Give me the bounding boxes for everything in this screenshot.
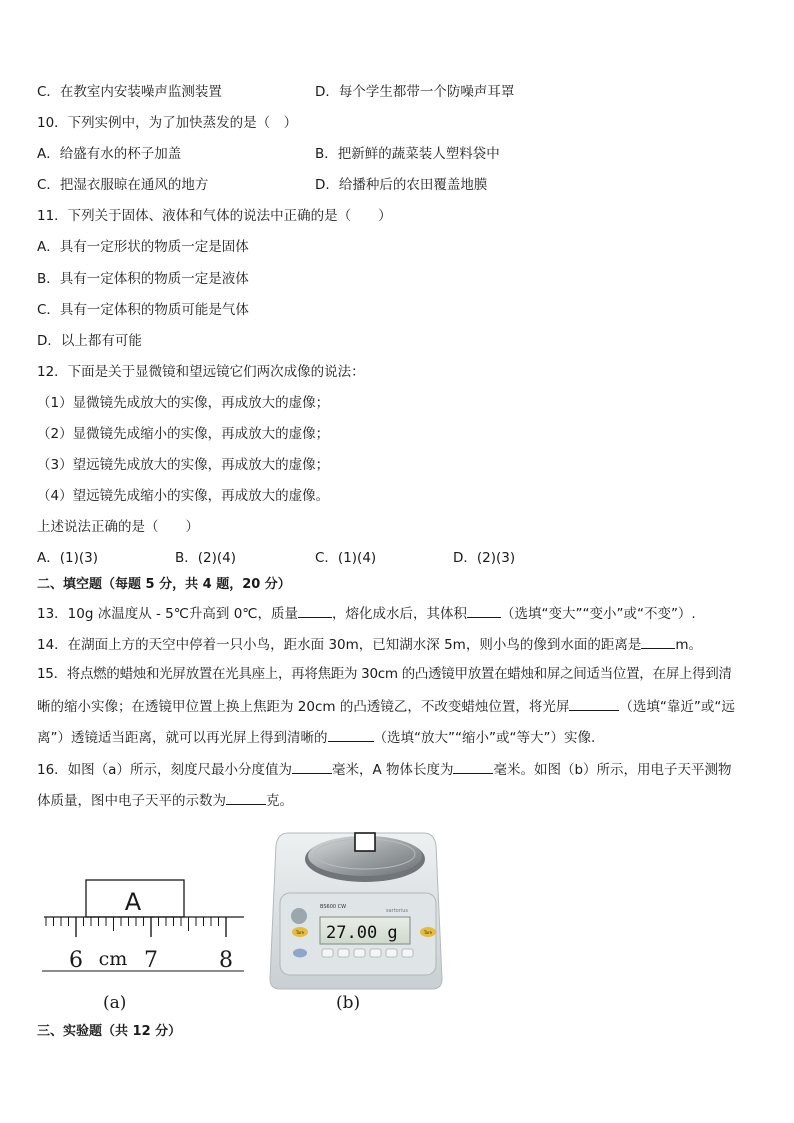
figure-b-caption: (b) [336, 993, 361, 1013]
q15-line-3 [37, 727, 595, 747]
q13-part-1: 13．10g 冰温度从 - 5℃升高到 0℃，质量 [37, 606, 298, 622]
q13-part-3: （选填“变大”“变小”或“不变”）. [500, 606, 696, 622]
answer-blank[interactable] [328, 727, 374, 742]
answer-blank[interactable] [569, 696, 619, 711]
panel-indicator-icon [291, 908, 307, 924]
balance-reading: 27.00 g [326, 923, 398, 943]
model-label: BS600 CW [320, 904, 347, 910]
q11-stem: 11．下列关于固体、液体和气体的说法中正确的是（ ） [37, 208, 392, 224]
q10-option-a: A．给盛有水的杯子加盖 [37, 146, 182, 162]
q11-option-b: B．具有一定体积的物质一定是液体 [37, 271, 249, 287]
section-2-heading: 二、填空题（每题 5 分，共 4 题，20 分） [37, 577, 291, 592]
scale-label-6: 6 [69, 948, 83, 973]
q11-option-d: D．以上都有可能 [37, 333, 142, 349]
answer-blank[interactable] [467, 603, 501, 618]
answer-blank[interactable] [453, 759, 493, 774]
q12-statement-1: （1）显微镜先成放大的实像，再成放大的虚像； [37, 395, 330, 411]
q14-text [37, 634, 702, 654]
q15-line-3-part-2: （选填“放大”“缩小”或“等大”）实像. [373, 730, 596, 746]
tare-label-right: Tare [423, 930, 433, 935]
q12-statement-2: （2）显微镜先成缩小的实像，再成放大的虚像； [37, 426, 330, 442]
figure-a-caption: (a) [103, 993, 127, 1013]
q15-line-3-part-1: 离”）透镜适当距离，就可以再光屏上得到清晰的 [37, 730, 328, 746]
q10-option-d: D．给播种后的农田覆盖地膜 [315, 177, 488, 193]
brand-label: sartorius [386, 908, 408, 914]
q13-part-2: ，熔化成水后，其体积 [331, 606, 467, 622]
scale-label-8: 8 [219, 948, 233, 973]
q15-line-2-part-2: （选填“靠近”或“远 [619, 699, 735, 715]
q15-line-2 [37, 696, 735, 716]
section-3-heading: 三、实验题（共 12 分） [37, 1024, 182, 1039]
q16-line-1-part-2: 毫米，A 物体长度为 [331, 762, 454, 778]
q16-line-2-part-1: 体质量，图中电子天平的示数为 [37, 793, 226, 809]
q12-statement-4: （4）望远镜先成缩小的实像，再成放大的虚像。 [37, 488, 330, 504]
sample-object [355, 833, 375, 851]
function-key[interactable] [338, 949, 349, 957]
answer-blank[interactable] [641, 634, 675, 649]
q14-part-1: 14．在湖面上方的天空中停着一只小鸟，距水面 30m，已知湖水深 5m，则小鸟的像到水面的距离是 [37, 637, 642, 653]
function-key[interactable] [370, 949, 381, 957]
answer-blank[interactable] [298, 603, 332, 618]
q13-text [37, 603, 696, 623]
scale-label-7: 7 [144, 948, 158, 973]
q9-option-c: C．在教室内安装噪声监测装置 [37, 84, 222, 100]
q11-option-a: A．具有一定形状的物质一定是固体 [37, 239, 249, 255]
q10-option-b: B．把新鲜的蔬菜装人塑料袋中 [315, 146, 500, 162]
power-button[interactable] [293, 949, 307, 958]
electronic-balance-figure [268, 829, 444, 991]
function-key[interactable] [386, 949, 397, 957]
q9-option-d: D．每个学生都带一个防噪声耳罩 [315, 84, 515, 100]
q14-part-2: m。 [675, 637, 702, 653]
answer-blank[interactable] [226, 790, 266, 805]
q16-line-2 [37, 790, 293, 810]
q15-line-1: 15．将点燃的蜡烛和光屏放置在光具座上，再将焦距为 30cm 的凸透镜甲放置在蜡烛和屏之间适当位置，在屏上得到清 [37, 666, 732, 682]
function-key[interactable] [354, 949, 365, 957]
q10-stem: 10．下列实例中，为了加快蒸发的是（ ） [37, 115, 298, 131]
q11-option-c: C．具有一定体积的物质可能是气体 [37, 302, 249, 318]
q12-option-d: D．(2)(3) [453, 550, 516, 566]
q12-option-b: B．(2)(4) [175, 550, 237, 566]
q16-line-2-part-2: 克。 [266, 793, 293, 809]
q15-line-2-part-1: 晰的缩小实像；在透镜甲位置上换上焦距为 20cm 的凸透镜乙，不改变蜡烛位置，将光屏 [37, 699, 570, 715]
q10-option-c: C．把湿衣服晾在通风的地方 [37, 177, 209, 193]
ruler-figure [40, 876, 250, 976]
q12-stem: 12．下面是关于显微镜和望远镜它们两次成像的说法： [37, 364, 365, 380]
q16-line-1 [37, 759, 732, 779]
scale-label-unit: cm [98, 948, 128, 970]
q12-option-a: A．(1)(3) [37, 550, 98, 566]
block-label: A [124, 888, 142, 916]
function-key[interactable] [402, 949, 413, 957]
q16-line-1-part-3: 毫米。如图（b）所示，用电子天平测物 [493, 762, 732, 778]
q12-question: 上述说法正确的是（ ） [37, 519, 199, 535]
q12-statement-3: （3）望远镜先成放大的实像，再成放大的虚像； [37, 457, 330, 473]
ruler-ticks [46, 917, 226, 937]
tare-label-left: Tare [295, 930, 305, 935]
function-key[interactable] [322, 949, 333, 957]
q12-option-c: C．(1)(4) [315, 550, 377, 566]
answer-blank[interactable] [292, 759, 332, 774]
q16-line-1-part-1: 16．如图（a）所示，刻度尺最小分度值为 [37, 762, 292, 778]
